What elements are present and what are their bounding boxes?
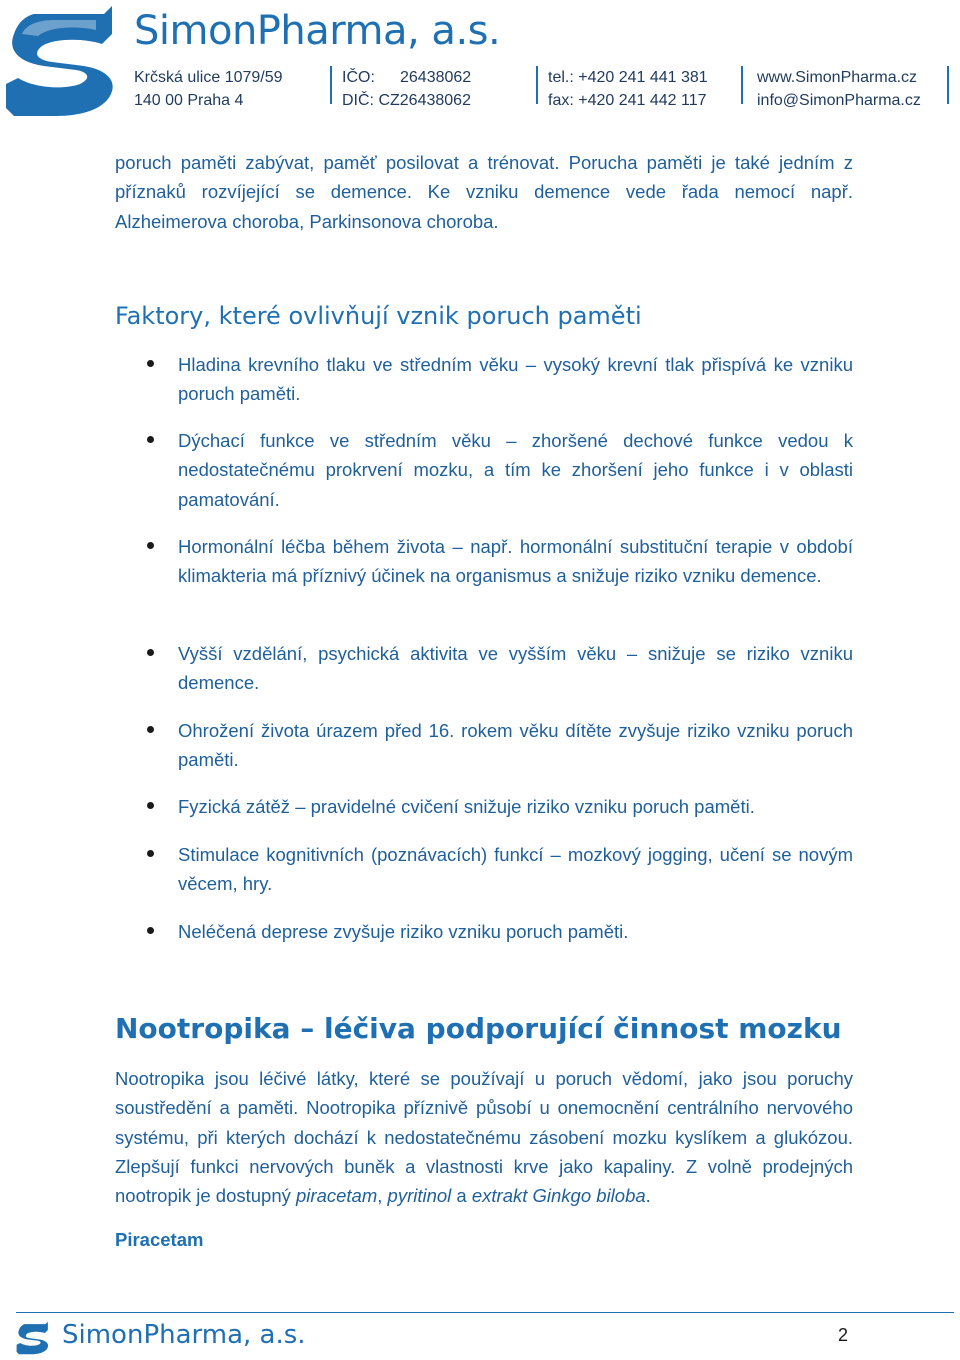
list-item-text: Vyšší vzdělání, psychická aktivita ve vyšším věku – snižuje se riziko vzniku demence.: [178, 643, 853, 694]
nootropika-text: Nootropika jsou léčivé látky, které se používají u poruch vědomí, jako jsou poruchy soustředění a paměti. Nootropika příznivě působí u onemocnění centrálního nervového systému, při kterých dochází k nedostatečnému zásobení mozku kyslíkem a glukózou. Zlepšují funkci nervových buněk a vlastnosti krve jako kapaliny. Z volně prodejných nootropik je dostupný: [115, 1068, 853, 1207]
bullet-icon: [147, 927, 154, 934]
list-item-text: Dýchací funkce ve středním věku – zhoršené dechové funkce vedou k nedostatečnému prokrvení mozku, a tím ke zhoršení jeho funkce i v oblasti pamatování.: [178, 430, 853, 510]
bullet-icon: [147, 542, 154, 549]
drug-name: piracetam: [296, 1185, 378, 1207]
footer-divider: [16, 1312, 954, 1313]
bullet-icon: [147, 802, 154, 809]
fax-number: fax: +420 241 442 117: [548, 92, 707, 109]
subheading-piracetam: Piracetam: [115, 1229, 204, 1250]
address-city: 140 00 Praha 4: [134, 92, 244, 109]
bullet-icon: [147, 850, 154, 857]
nootropika-paragraph: [115, 1064, 853, 1210]
header-divider: [536, 66, 538, 104]
address-block: [134, 66, 283, 112]
section-heading-factors: Faktory, které ovlivňují vznik poruch paměti: [115, 302, 642, 330]
dic-value: DIČ: CZ26438062: [342, 92, 471, 109]
phone-block: [548, 66, 708, 112]
section-heading-nootropika: Nootropika – léčiva podporující činnost mozku: [115, 1012, 842, 1045]
list-item-text: Stimulace kognitivních (poznávacích) funkcí – mozkový jogging, učení se novým věcem, hry.: [178, 844, 853, 895]
list-item-text: Hormonální léčba během života – např. hormonální substituční terapie v období klimakteria má příznivý účinek na organismus a snižuje riziko vzniku demence.: [178, 536, 853, 587]
bullet-icon: [147, 436, 154, 443]
registration-block: [342, 66, 471, 112]
ico-label: IČO:: [342, 69, 375, 86]
separator: ,: [377, 1185, 388, 1207]
footer-company-name: SimonPharma, a.s.: [62, 1320, 306, 1350]
bullet-icon: [147, 360, 154, 367]
simonpharma-logo-icon: [16, 1320, 52, 1356]
list-item-text: Ohrožení života úrazem před 16. rokem věku dítěte zvyšuje riziko vzniku poruch paměti.: [178, 720, 853, 771]
address-street: Krčská ulice 1079/59: [134, 69, 283, 86]
company-name: SimonPharma, a.s.: [134, 8, 501, 54]
simonpharma-logo-icon: [4, 4, 126, 118]
sentence-end: .: [645, 1185, 651, 1207]
bullet-icon: [147, 726, 154, 733]
header-divider: [741, 66, 743, 104]
ico-value: 26438062: [400, 69, 472, 86]
list-item-text: Fyzická zátěž – pravidelné cvičení snižuje riziko vzniku poruch paměti.: [178, 796, 755, 817]
drug-name: pyritinol: [387, 1185, 452, 1207]
list-item-text: Hladina krevního tlaku ve středním věku – vysoký krevní tlak přispívá ke vzniku poruch paměti.: [178, 354, 853, 405]
email-link[interactable]: info@SimonPharma.cz: [757, 92, 921, 109]
header-divider: [330, 66, 332, 104]
letterhead: [0, 0, 960, 120]
phone-number: tel.: +420 241 441 381: [548, 69, 708, 86]
bullet-icon: [147, 649, 154, 656]
page-number: 2: [838, 1325, 849, 1345]
list-item-text: Neléčená deprese zvyšuje riziko vzniku poruch paměti.: [178, 921, 629, 942]
web-block: [757, 66, 921, 112]
intro-paragraph: poruch paměti zabývat, paměť posilovat a trénovat. Porucha paměti je také jedním z příznaků rozvíjející se demence. Ke vzniku demence vede řada nemocí např. Alzheimerova choroba, Parkinsonova choroba.: [115, 152, 853, 232]
drug-name: extrakt Ginkgo biloba: [471, 1185, 646, 1207]
website-link[interactable]: www.SimonPharma.cz: [757, 69, 918, 86]
header-divider: [947, 66, 949, 104]
separator: a: [451, 1185, 472, 1207]
